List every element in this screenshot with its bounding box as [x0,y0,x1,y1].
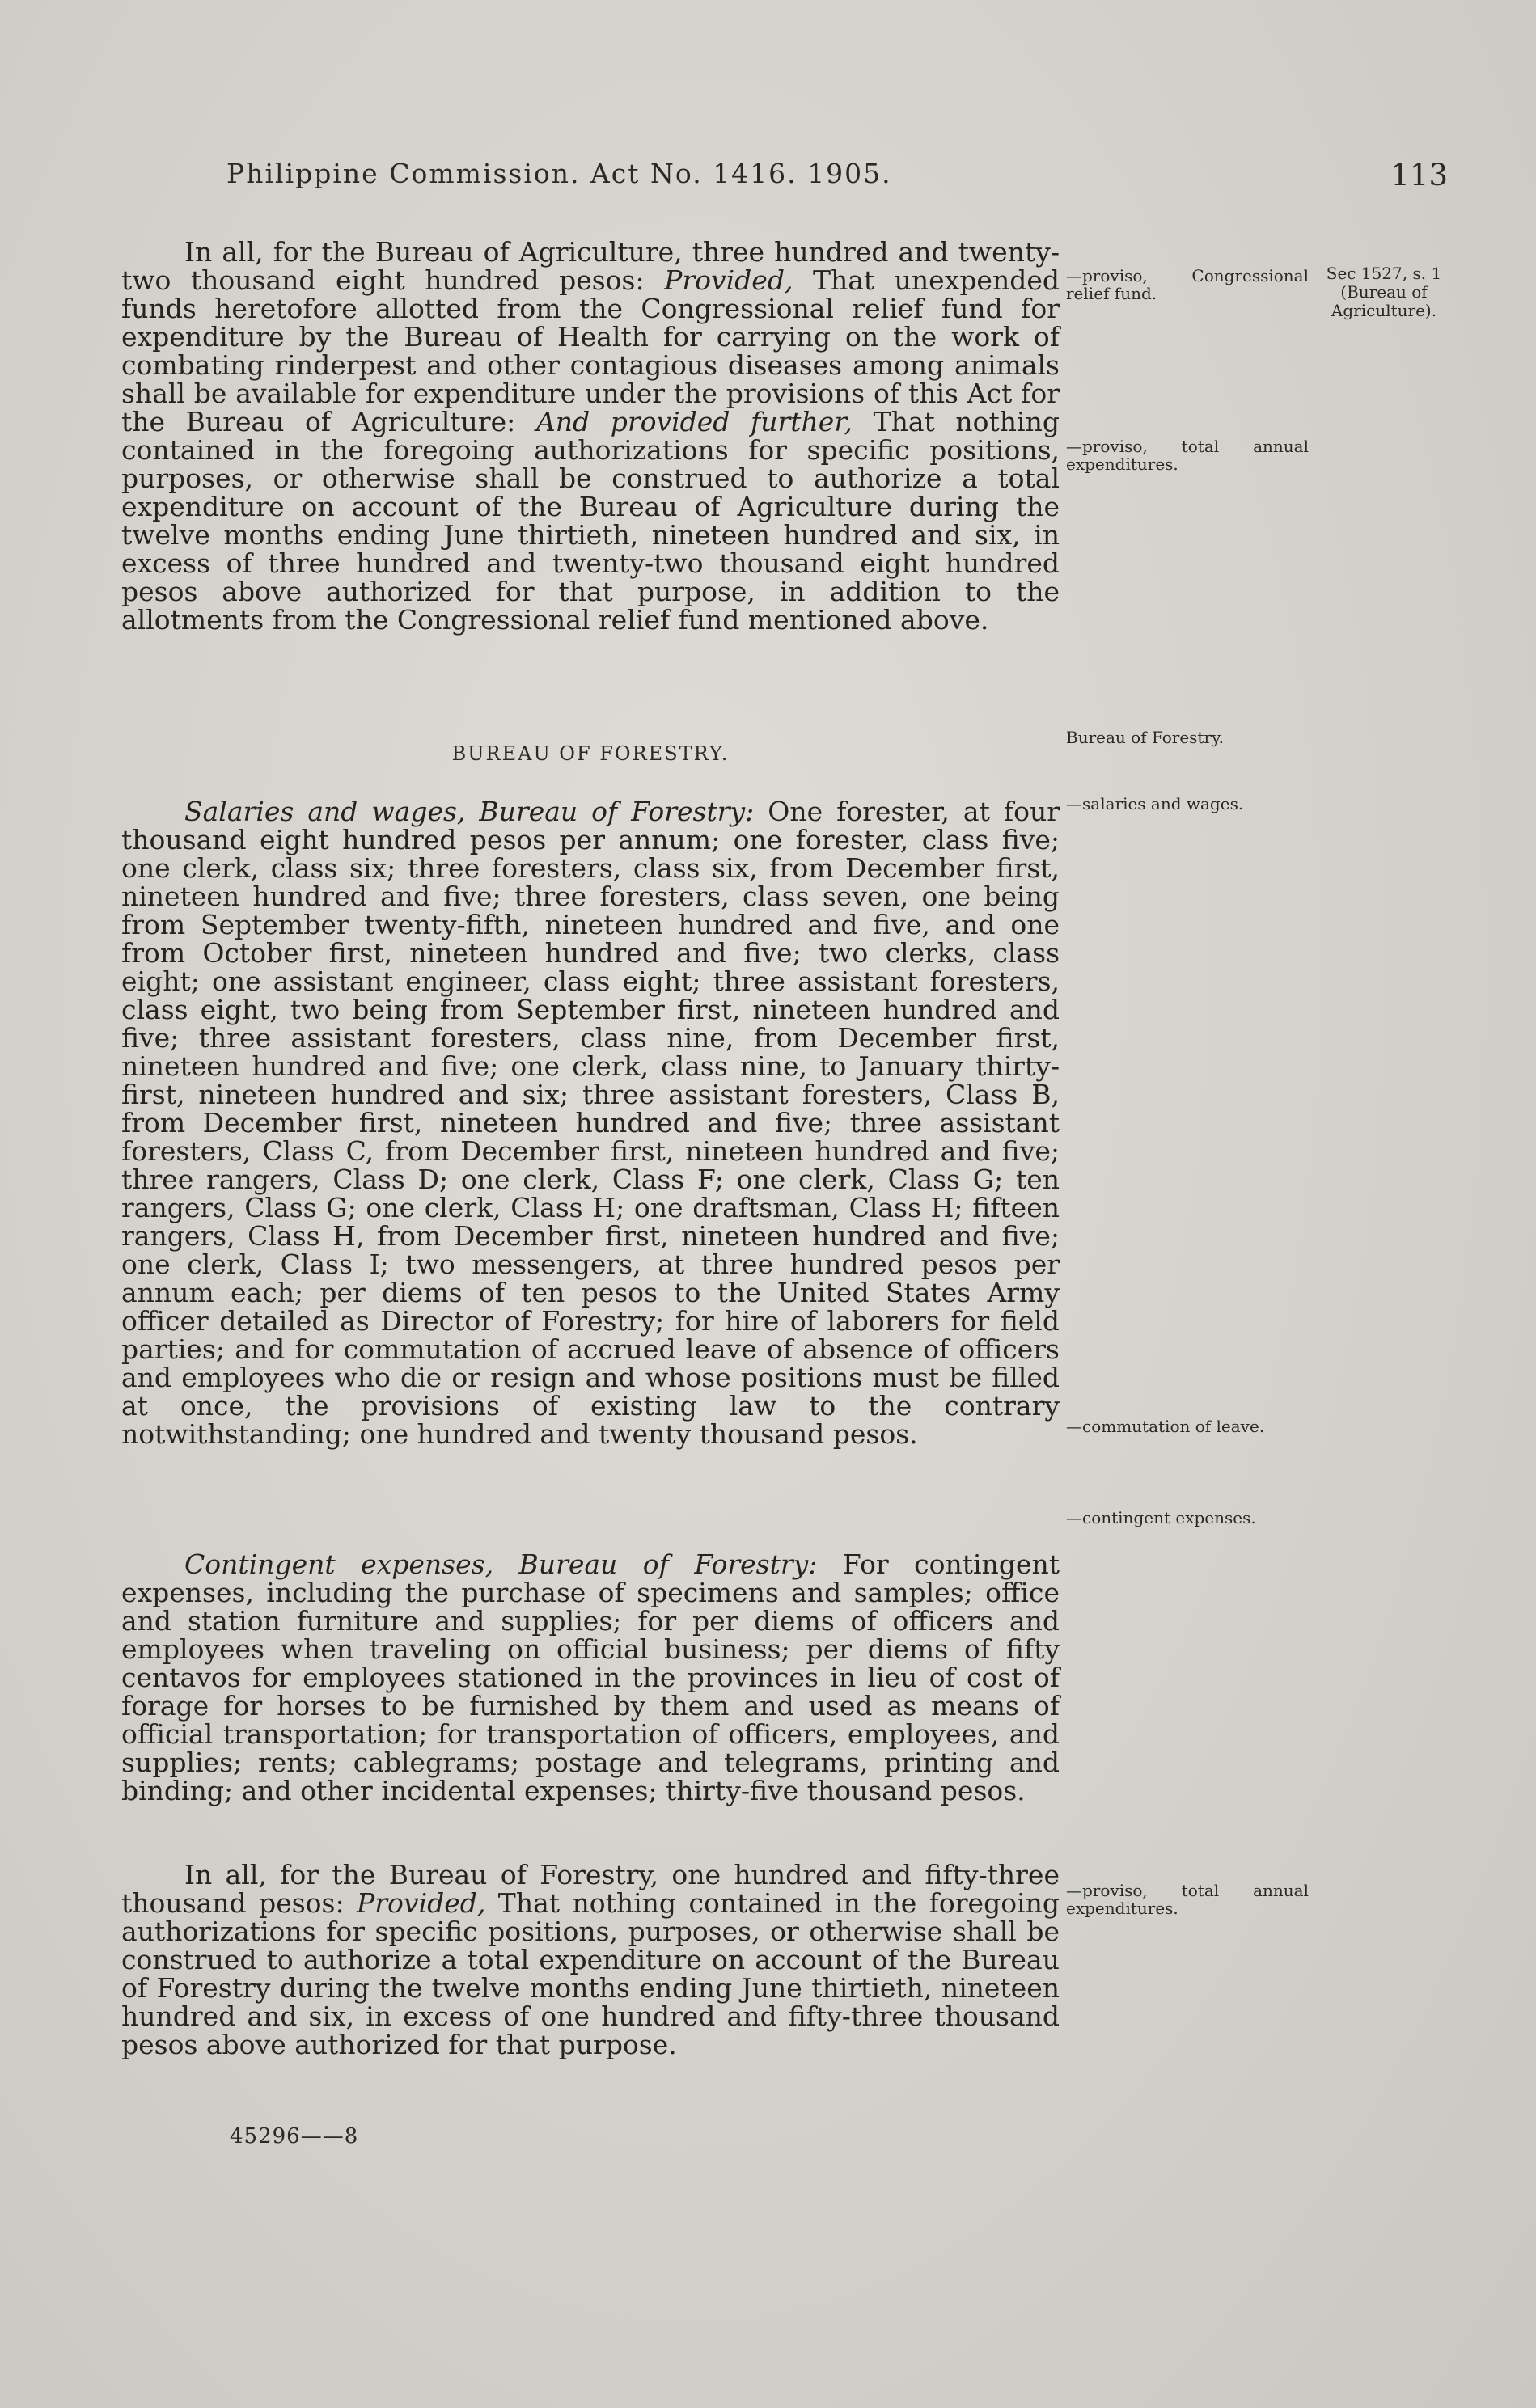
salaries-text: One forester, at four thousand eight hundred pesos per annum; one forester, class five; one clerk, class six; three foresters, class six, from December first, nineteen hundred and five; three foresters, class seven, one being from September twenty-fifth, nineteen hundred and five, and one from October first, nineteen hundred and five; two clerks, class eight; one assistant engineer, class eight; three assistant foresters, class eight, two being from September first, nineteen hundred and five; three assistant foresters, class nine, from December first, nineteen hundred and five; one clerk, class nine, to January thirty-first, nineteen hundred and six; three assistant foresters, Class B, from December first, nineteen hundred and five; three assistant foresters, Class C, from December first, nineteen hundred and five; three rangers, Class D; one clerk, Class F; one clerk, Class G; ten rangers, Class G; one clerk, Class H; one draftsman, Class H; fifteen rangers, Class H, from December first, nineteen hundred and five; one clerk, Class I; two messengers, at three hundred pesos per annum each; per diems of ten pesos to the United States Army officer detailed as Director of Forestry; for hire of laborers for field parties; and for commutation of accrued leave of absence of officers and employees who die or resign and whose positions must be filled at once, the provisions of existing law to the contrary notwithstanding; one hundred and twenty thousand pesos. [121,796,1060,1450]
contingent-text: For contingent expenses, including the purchase of specimens and samples; office and station furniture and supplies; for per diems of officers and employees when traveling on official business; per diems of fifty centavos for employees stationed in the provinces in lieu of cost of forage for horses to be furnished by them and used as means of official transportation; for transportation of officers, employees, and supplies; rents; cablegrams; postage and telegrams, printing and binding; and other incidental expenses; thirty-five thousand pesos. [121,1548,1060,1806]
running-title: Philippine Commission. Act No. 1416. 1905. [226,158,892,189]
margin-note-total-expenditures: —proviso, total annual expenditures. [1066,437,1309,474]
agri-lead-text: In all, for the Bureau of Agriculture, three hundred and twenty-two thousand eight hundred pesos: [121,236,1060,296]
agriculture-total-paragraph [121,238,1060,634]
agri-mid-text: That unexpended funds heretofore allotted from the Congressional relief fund for expenditure by the Bureau of Health for carrying on the work of combating rinderpest and other contagious diseases among animals shall be available for expenditure under the provisions of this Act for the Bureau of Agriculture: [121,264,1060,437]
salaries-paragraph [121,797,1060,1448]
agri-tail-text: That nothing contained in the foregoing authorizations for specific positions, purposes, or otherwise shall be construed to authorize a total expenditure on account of the Bureau of Agriculture during the twelve months ending June thirtieth, nineteen hundred and six, in excess of three hundred and twenty-two thousand eight hundred pesos above authorized for that purpose, in addition to the allotments from the Congressional relief fund mentioned above. [121,406,1060,636]
margin-note-total-expenditures-2: —proviso, total annual expenditures. [1066,1881,1309,1918]
printer-signature-mark: 45296——8 [230,2124,359,2148]
section-heading-forestry: BUREAU OF FORESTRY. [451,742,730,765]
forestry-proviso-label: Provided, [357,1887,486,1919]
margin-note-contingent: —contingent expenses. [1066,1508,1256,1527]
forestry-lead-text: In all, for the Bureau of Forestry, one hundred and fifty-three thousand pesos: [121,1859,1060,1919]
proviso-label: Provided, [664,264,793,296]
contingent-label: Contingent expenses, Bureau of Forestry: [184,1548,818,1580]
proviso-further-label: And provided further, [535,406,853,437]
forestry-tail-text: That nothing contained in the foregoing authorizations for specific positions, purposes, or otherwise shall be construed to authorize a total expenditure on account of the Bureau of Forestry during the twelve months ending June thirtieth, nineteen hundred and six, in excess of one hundred and fifty-three thousand pesos above authorized for that purpose. [121,1887,1060,2060]
margin-note-congressional-relief: —proviso, Congressional relief fund. [1066,266,1309,303]
salaries-label: Salaries and wages, Bureau of Forestry: [184,796,755,827]
margin-note-bureau-forestry: Bureau of Forestry. [1066,728,1225,747]
forestry-total-paragraph [121,1861,1060,2059]
margin-note-salaries-wages: —salaries and wages. [1066,794,1244,813]
margin-note-commutation: —commutation of leave. [1066,1417,1265,1436]
contingent-paragraph [121,1550,1060,1805]
page-number: 113 [1390,158,1448,192]
page-header [226,158,1448,206]
section-reference: Sec 1527, s. 1 (Bureau of Agriculture). [1326,264,1442,320]
